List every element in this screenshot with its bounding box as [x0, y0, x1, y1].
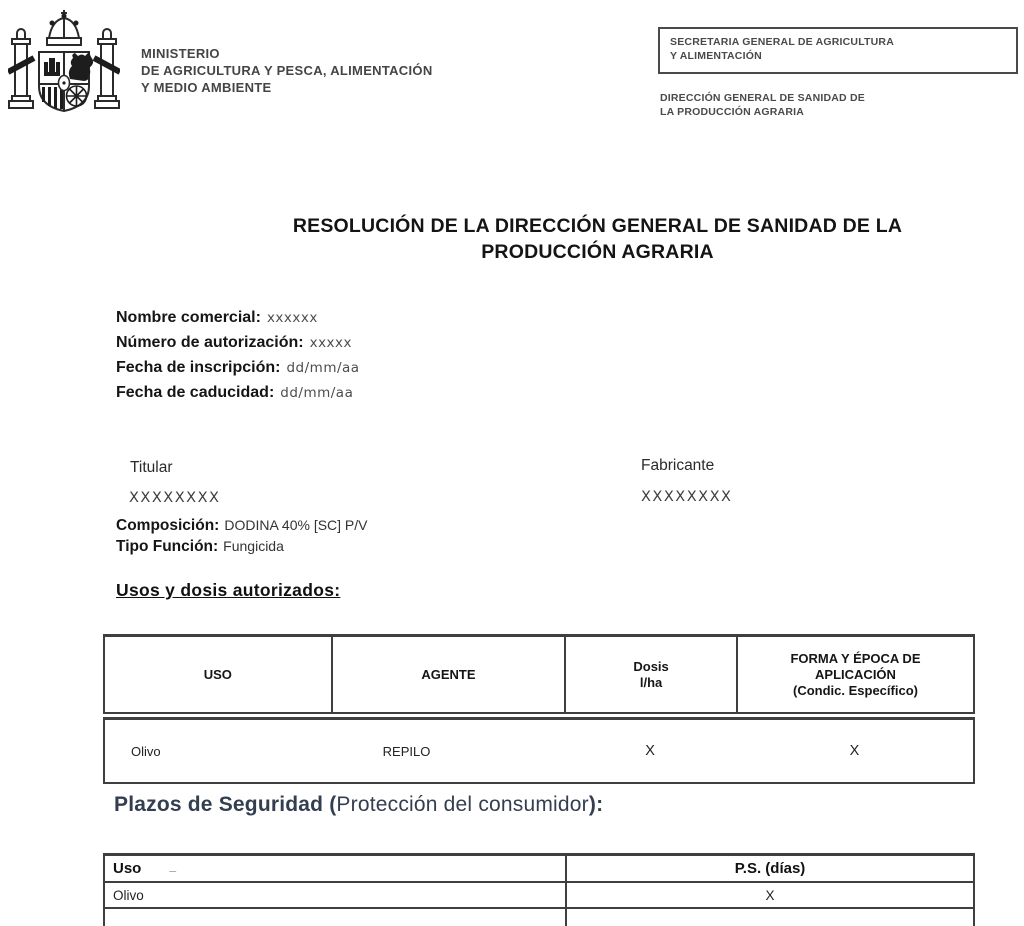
cell-empty [565, 909, 973, 926]
field-nombre-comercial [116, 309, 360, 334]
tipo-funcion-value: Fungicida [223, 538, 284, 554]
field-fecha-inscripcion [116, 359, 360, 384]
direccion-general-text [660, 92, 865, 119]
header-text: P.S. (días) [734, 860, 806, 877]
usos-table-header-row [103, 634, 975, 714]
field-label: Número de autorización: [116, 334, 304, 351]
plazos-heading-regular: Protección del consumidor [336, 793, 589, 816]
usos-col-header-forma [736, 637, 973, 712]
plazos-col-header-ps [565, 856, 973, 881]
fabricante-label: Fabricante [641, 457, 715, 474]
field-value: xxxxxx [266, 310, 318, 326]
field-label: Nombre comercial: [116, 309, 261, 326]
spain-coat-of-arms-icon [8, 6, 120, 137]
plazos-section-heading [114, 793, 603, 817]
registration-fields [116, 309, 360, 409]
plazos-heading-bold: Plazos de Seguridad ( [114, 793, 337, 816]
field-numero-autorizacion [116, 334, 360, 359]
titular-label: Titular [130, 459, 173, 476]
header-text: Dosis [633, 658, 669, 674]
usos-col-header-dosis [564, 637, 736, 712]
tipo-funcion-line [116, 538, 284, 556]
plazos-heading-bold: ): [588, 793, 604, 816]
composicion-label: Composición: [116, 517, 220, 534]
composicion-line [116, 517, 368, 535]
titular-value: XXXXXXXX [129, 490, 221, 506]
cell-empty [105, 909, 565, 926]
ministry-line: Y MEDIO AMBIENTE [141, 80, 272, 95]
cell-dosis: X [645, 743, 655, 759]
document-title [135, 213, 1024, 265]
plazos-table-data-row [105, 883, 973, 909]
stray-mark: _ [169, 858, 177, 873]
secretaria-general-box [658, 27, 1018, 74]
cell-ps: X [565, 883, 973, 907]
fabricante-value: XXXXXXXX [641, 489, 733, 505]
plazos-table-header-row [105, 856, 973, 883]
header-text: (Condic. Específico) [793, 682, 918, 698]
composicion-value: DODINA 40% [SC] P/V [224, 517, 368, 533]
cell-forma: X [849, 743, 860, 759]
header-text: USO [203, 666, 232, 682]
usos-col-header-uso [105, 637, 331, 712]
usos-table-data-row [103, 717, 975, 784]
header-text: Uso [113, 860, 142, 877]
title-line-2: PRODUCCIÓN AGRARIA [481, 241, 714, 263]
field-label: Fecha de inscripción: [116, 359, 281, 376]
cell-uso: Olivo [113, 887, 144, 903]
plazos-col-header-uso [105, 856, 565, 881]
title-line-1: RESOLUCIÓN DE LA DIRECCIÓN GENERAL DE SANIDAD DE LA [292, 215, 903, 237]
usos-col-header-agente [331, 637, 564, 712]
plazos-table-partial-row [105, 909, 973, 926]
header-text: AGENTE [421, 666, 476, 682]
field-fecha-caducidad [116, 384, 360, 409]
secretaria-line: SECRETARIA GENERAL DE AGRICULTURA [670, 36, 894, 48]
ministry-name [141, 45, 433, 96]
direccion-line: LA PRODUCCIÓN AGRARIA [660, 105, 805, 118]
field-value: xxxxx [309, 335, 353, 351]
ministry-line: MINISTERIO [141, 46, 220, 61]
header-text: l/ha [639, 674, 663, 690]
tipo-funcion-label: Tipo Función: [116, 538, 219, 555]
direccion-line: DIRECCIÓN GENERAL DE SANIDAD DE [660, 92, 865, 104]
header-text: APLICACIÓN [815, 666, 896, 682]
cell-agente: REPILO [382, 743, 431, 759]
plazos-table [103, 853, 975, 926]
secretaria-line: Y ALIMENTACIÓN [670, 49, 762, 62]
header-text: FORMA Y ÉPOCA DE [790, 650, 921, 666]
field-value: dd/mm/aa [286, 360, 360, 376]
field-value: dd/mm/aa [280, 385, 354, 401]
usos-section-heading: Usos y dosis autorizados: [116, 580, 341, 600]
cell-uso: Olivo [131, 743, 161, 759]
field-label: Fecha de caducidad: [116, 384, 275, 401]
ministry-line: DE AGRICULTURA Y PESCA, ALIMENTACIÓN [141, 63, 433, 78]
